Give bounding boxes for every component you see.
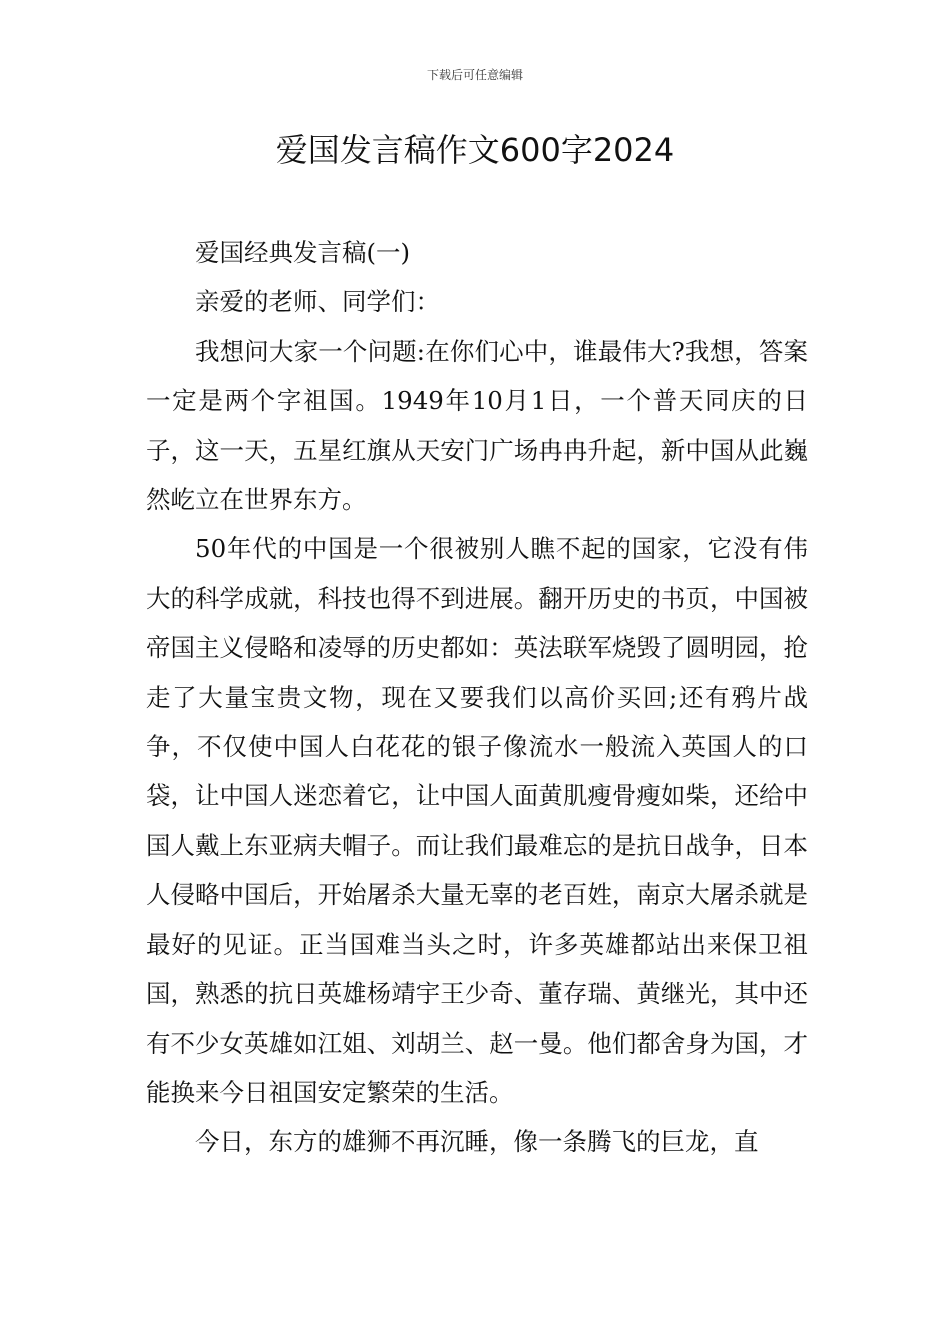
paragraph: 我想问大家一个问题:在你们心中，谁最伟大?我想，答案一定是两个字祖国。1949年10月1日，一个普天同庆的日子，这一天，五星红旗从天安门广场冉冉升起，新中国从此巍然屹立在世界东方。 bbox=[146, 336, 808, 515]
paragraph-greeting: 亲爱的老师、同学们： bbox=[195, 287, 440, 317]
paragraph: 今日，东方的雄狮不再沉睡，像一条腾飞的巨龙，直 bbox=[195, 1127, 759, 1157]
paragraph-heading: 爱国经典发言稿(一) bbox=[195, 238, 411, 267]
document-body bbox=[146, 228, 808, 1167]
header-note: 下载后可任意编辑 bbox=[426, 68, 523, 82]
paragraph: 50年代的中国是一个很被别人瞧不起的国家，它没有伟大的科学成就，科技也得不到进展。翻开历史的书页，中国被帝国主义侵略和凌辱的历史都如：英法联军烧毁了圆明园，抢走了大量宝贵文物，现在又要我们以高价买回;还有鸦片战争，不仅使中国人白花花的银子像流水一般流入英国人的口袋，让中国人迷恋着它，让中国人面黄肌瘦骨瘦如柴，还给中国人戴上东亚病夫帽子。而让我们最难忘的是抗日战争，日本人侵略中国后，开始屠杀大量无辜的老百姓，南京大屠杀就是最好的见证。正当国难当头之时，许多英雄都站出来保卫祖国，熟悉的抗日英雄杨靖宇王少奇、董存瑞、黄继光，其中还有不少女英雄如江姐、刘胡兰、赵一曼。他们都舍身为国，才能换来今日祖国安定繁荣的生活。 bbox=[146, 534, 808, 1107]
document-title: 爱国发言稿作文600字2024 bbox=[275, 131, 675, 169]
